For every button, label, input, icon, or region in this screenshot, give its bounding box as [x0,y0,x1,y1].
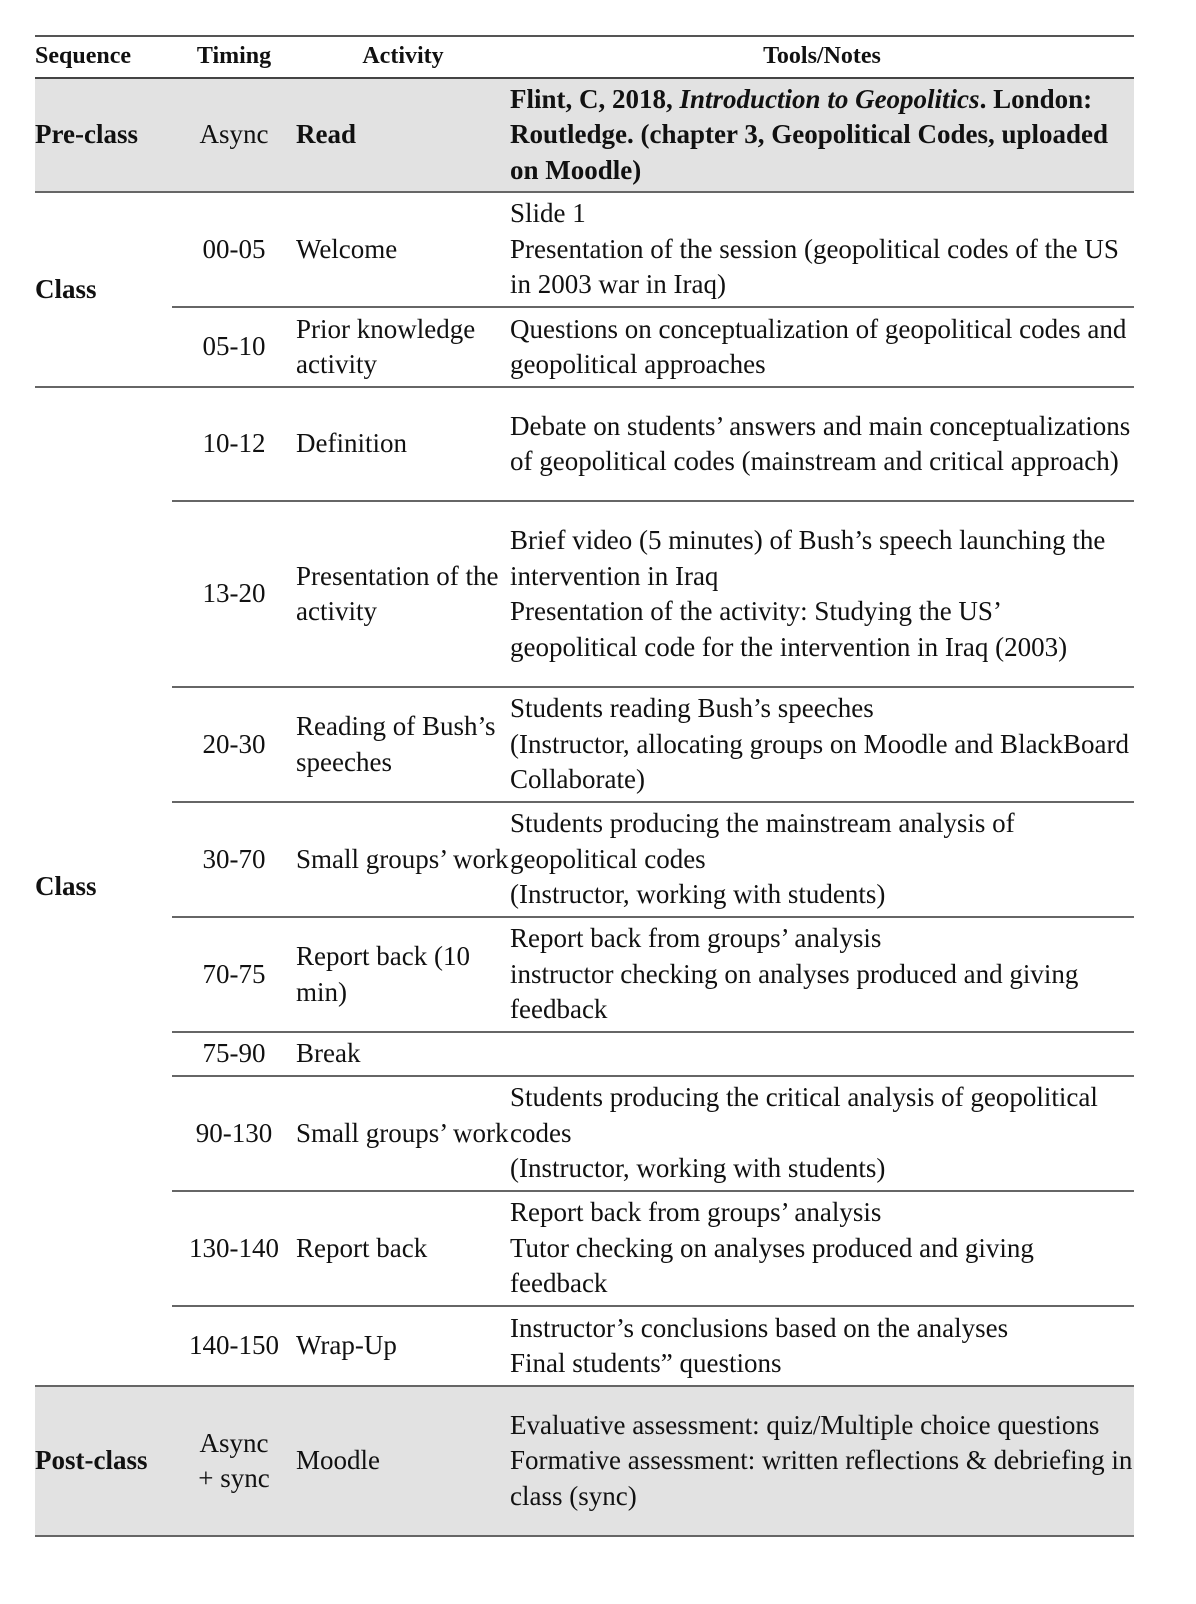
table-row [35,387,1134,501]
header-row [35,36,1134,78]
notes-line: Students reading Bush’s speeches [510,693,874,724]
notes-line: Tutor checking on analyses produced and giving feedback [510,1232,1034,1299]
notes-cell [510,1032,1134,1076]
activity-cell: Prior knowledge activity [296,307,510,387]
sequence-cell: Class [35,387,172,1386]
table-row [35,802,1134,917]
timing-cell: 00-05 [172,192,296,307]
notes-line: Slide 1 [510,198,586,229]
notes-line: (Instructor, allocating groups on Moodle and BlackBoard Collaborate) [510,728,1130,795]
notes-line: Questions on conceptualization of geopolitical codes and geopolitical approaches [510,313,1127,379]
notes-line: instructor checking on analyses produced and giving feedback [510,958,1079,1025]
activity-cell: Definition [296,387,510,501]
notes-cell [510,1191,1134,1306]
notes-cell [510,387,1134,501]
table-row [35,307,1134,387]
timing-cell: 13-20 [172,501,296,687]
notes-line: Instructor’s conclusions based on the analyses [510,1312,1009,1343]
activity-cell: Presentation of the activity [296,501,510,687]
post-class-row [35,1386,1134,1536]
notes-cell [510,192,1134,307]
sequence-cell: Post-class [35,1386,172,1536]
notes-line: (Instructor, working with students) [510,879,886,910]
activity-cell: Report back [296,1191,510,1306]
header-sequence: Sequence [35,36,172,78]
notes-line: Debate on students’ answers and main conceptualizations of geopolitical codes (mainstream and critical approach) [510,410,1131,476]
notes-line: Report back from groups’ analysis [510,1197,882,1228]
activity-cell: Small groups’ work [296,1076,510,1191]
notes-cell [510,307,1134,387]
header-tools-notes: Tools/Notes [510,36,1134,78]
notes-cell [510,501,1134,687]
notes-cell [510,1306,1134,1386]
timing-line: + sync [198,1463,270,1493]
notes-line: (Instructor, working with students) [510,1153,886,1184]
notes-cell [510,1386,1134,1536]
table-row [35,1306,1134,1386]
timing-cell: Async [172,78,296,192]
notes-line: Students producing the mainstream analysis of geopolitical codes [510,808,1015,874]
activity-cell: Small groups’ work [296,802,510,917]
header-timing: Timing [172,36,296,78]
activity-cell: Break [296,1032,510,1076]
timing-cell: 75-90 [172,1032,296,1076]
activity-cell: Welcome [296,192,510,307]
notes-line: Presentation of the activity: Studying the US’ geopolitical code for the intervention in Iraq (2003) [510,596,1068,662]
table-row [35,917,1134,1032]
notes-line: Presentation of the session (geopolitical codes of the US in 2003 war in Iraq) [510,233,1119,300]
notes-cell [510,802,1134,917]
notes-line: Brief video (5 minutes) of Bush’s speech launching the intervention in Iraq [510,525,1106,591]
reference-text: Flint, C, 2018, [510,83,680,114]
reference-text-rest: . London: Routledge. (chapter 3, Geopolitical Codes, uploaded on Moodle) [510,83,1109,185]
activity-cell: Report back (10 min) [296,917,510,1032]
table-row [35,192,1134,307]
sequence-cell: Class [35,192,172,387]
notes-line: Report back from groups’ analysis [510,923,882,954]
notes-cell [510,917,1134,1032]
activity-cell: Read [296,78,510,192]
notes-line: Final students” questions [510,1348,782,1378]
book-title: Introduction to Geopolitics [679,83,980,114]
table-row [35,1076,1134,1191]
activity-cell: Moodle [296,1386,510,1536]
notes-cell [510,78,1134,192]
notes-cell [510,1076,1134,1191]
notes-cell [510,687,1134,802]
pre-class-row [35,78,1134,192]
timing-cell: 140-150 [172,1306,296,1386]
timing-cell: 90-130 [172,1076,296,1191]
timing-cell: 70-75 [172,917,296,1032]
header-activity: Activity [296,36,510,78]
timing-cell [172,1386,296,1536]
table-row [35,687,1134,802]
notes-line: Students producing the critical analysis of geopolitical codes [510,1082,1098,1148]
table-row [35,501,1134,687]
timing-cell: 130-140 [172,1191,296,1306]
activity-cell: Wrap-Up [296,1306,510,1386]
lesson-plan-table [35,35,1134,1537]
activity-cell: Reading of Bush’s speeches [296,687,510,802]
timing-cell: 20-30 [172,687,296,802]
notes-line: Evaluative assessment: quiz/Multiple choice questions [510,1409,1100,1440]
timing-cell: 30-70 [172,802,296,917]
sequence-cell: Pre-class [35,78,172,192]
table-row [35,1191,1134,1306]
timing-cell: 10-12 [172,387,296,501]
timing-line: Async [199,1427,269,1458]
notes-line: Formative assessment: written reflections & debriefing in class (sync) [510,1445,1133,1511]
table-row [35,1032,1134,1076]
timing-cell: 05-10 [172,307,296,387]
